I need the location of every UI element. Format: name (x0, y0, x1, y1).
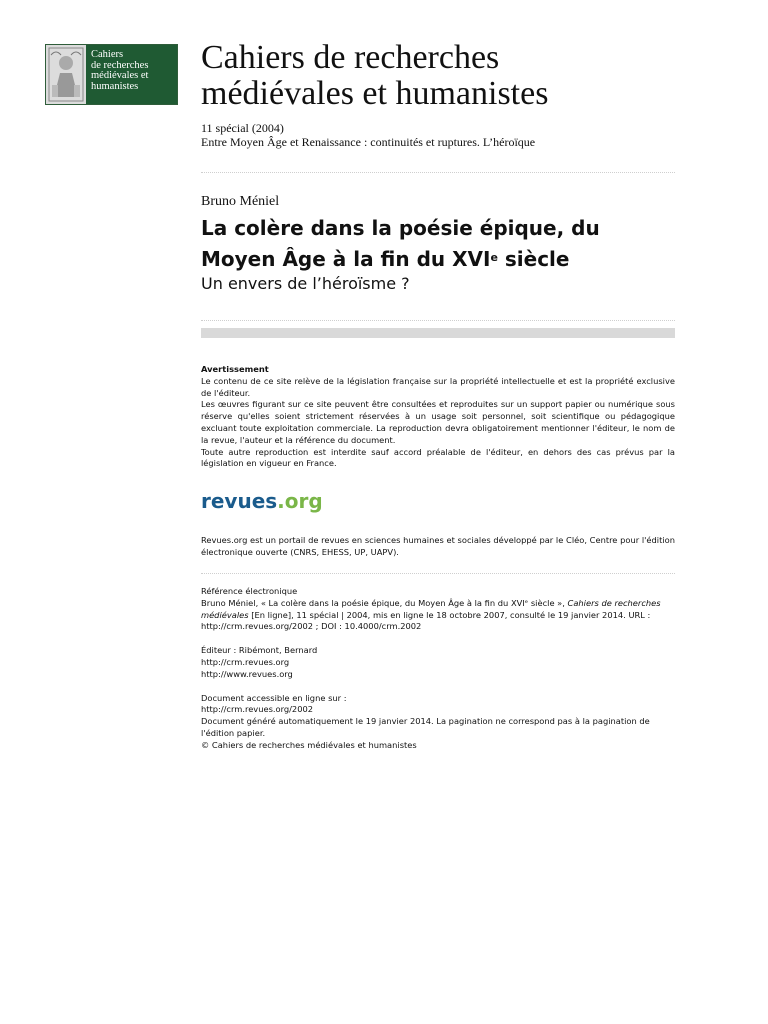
article-title (201, 213, 675, 275)
journal-title (201, 40, 721, 112)
divider (201, 172, 675, 173)
article-subtitle: Un envers de l’héroïsme ? (201, 274, 410, 293)
access-url-link[interactable]: http://crm.revues.org/2002 (201, 704, 314, 715)
logo-line: Cahiers (91, 49, 124, 60)
editor-line: Éditeur : Ribémont, Bernard (201, 645, 318, 656)
journal-logo (45, 44, 178, 105)
journal-title-line: médiévales et humanistes (201, 75, 549, 112)
journal-title-line: Cahiers de recherches (201, 39, 500, 76)
logo-line: de recherches (91, 59, 149, 71)
citation-journal: Cahiers de recherches médiévales (201, 597, 661, 620)
copyright: © Cahiers de recherches médiévales et humanistes (201, 739, 417, 750)
reference-block (201, 586, 675, 752)
reference-label: Référence électronique (201, 586, 298, 596)
title-superscript: e (490, 251, 498, 264)
notice-paragraph: Le contenu de ce site relève de la législation française sur la propriété intellectuelle et est la propriété exclusive de l'éditeur. (201, 375, 675, 398)
article-title-line: La colère dans la poésie épique, du (201, 216, 600, 240)
logo-text (86, 45, 177, 104)
divider (201, 320, 675, 321)
article-title-line (201, 244, 675, 275)
notice-paragraph: Les œuvres figurant sur ce site peuvent être consultées et reproduites sur un support papier ou numérique sous réserve qu'elles soient strictement réservées à un usage soit personnel, soit scientifique ou pédagogique excluant toute exploitation commerciale. La reproduction devra obligatoirement mentionner l'éditeur, le nom de la revue, l'auteur et la référence du document. (201, 399, 675, 445)
revues-org-logo[interactable] (201, 489, 323, 513)
citation-text: Bruno Méniel, « La colère dans la poésie épique, du Moyen Âge à la fin du XVIᵉ siècle », (201, 597, 568, 608)
brand-part: .org (277, 489, 323, 513)
issue-info (201, 121, 535, 149)
issue-number: 11 spécial (2004) (201, 121, 284, 135)
divider (201, 573, 675, 574)
brand-part: revues (201, 489, 278, 513)
notice-block (201, 364, 675, 470)
generated-note: Document généré automatiquement le 19 janvier 2014. La pagination ne correspond pas à la pagination de l'édition papier. (201, 716, 650, 738)
title-part: siècle (497, 247, 570, 271)
logo-line: humanistes (91, 80, 139, 92)
citation-text: [En ligne], 11 spécial | 2004, mis en ligne le 18 octobre 2007, consulté le 19 janvier 2014. URL : http://crm.revues.org/2002 ; DOI : 10.4000/crm.2002 (201, 609, 651, 632)
title-part: Moyen Âge à la fin du XVI (201, 247, 491, 271)
article-author: Bruno Méniel (201, 194, 280, 209)
reference-citation (201, 598, 675, 633)
journal-url-link[interactable]: http://crm.revues.org (201, 656, 290, 667)
gray-bar (201, 328, 675, 338)
access-label: Document accessible en ligne sur : (201, 692, 347, 703)
notice-heading: Avertissement (201, 364, 269, 374)
notice-paragraph: Toute autre reproduction est interdite sauf accord préalable de l'éditeur, en dehors des cas prévus par la législation en vigueur en France. (201, 446, 675, 469)
manuscript-illustration-icon (46, 45, 86, 104)
revues-url-link[interactable]: http://www.revues.org (201, 668, 293, 679)
portal-description: Revues.org est un portail de revues en sciences humaines et sociales développé par le Cléo, Centre pour l'édition électronique ouverte (CNRS, EHESS, UP, UAPV). (201, 535, 675, 557)
issue-theme: Entre Moyen Âge et Renaissance : continuités et ruptures. L’héroïque (201, 135, 536, 149)
logo-line: médiévales et (91, 70, 149, 81)
